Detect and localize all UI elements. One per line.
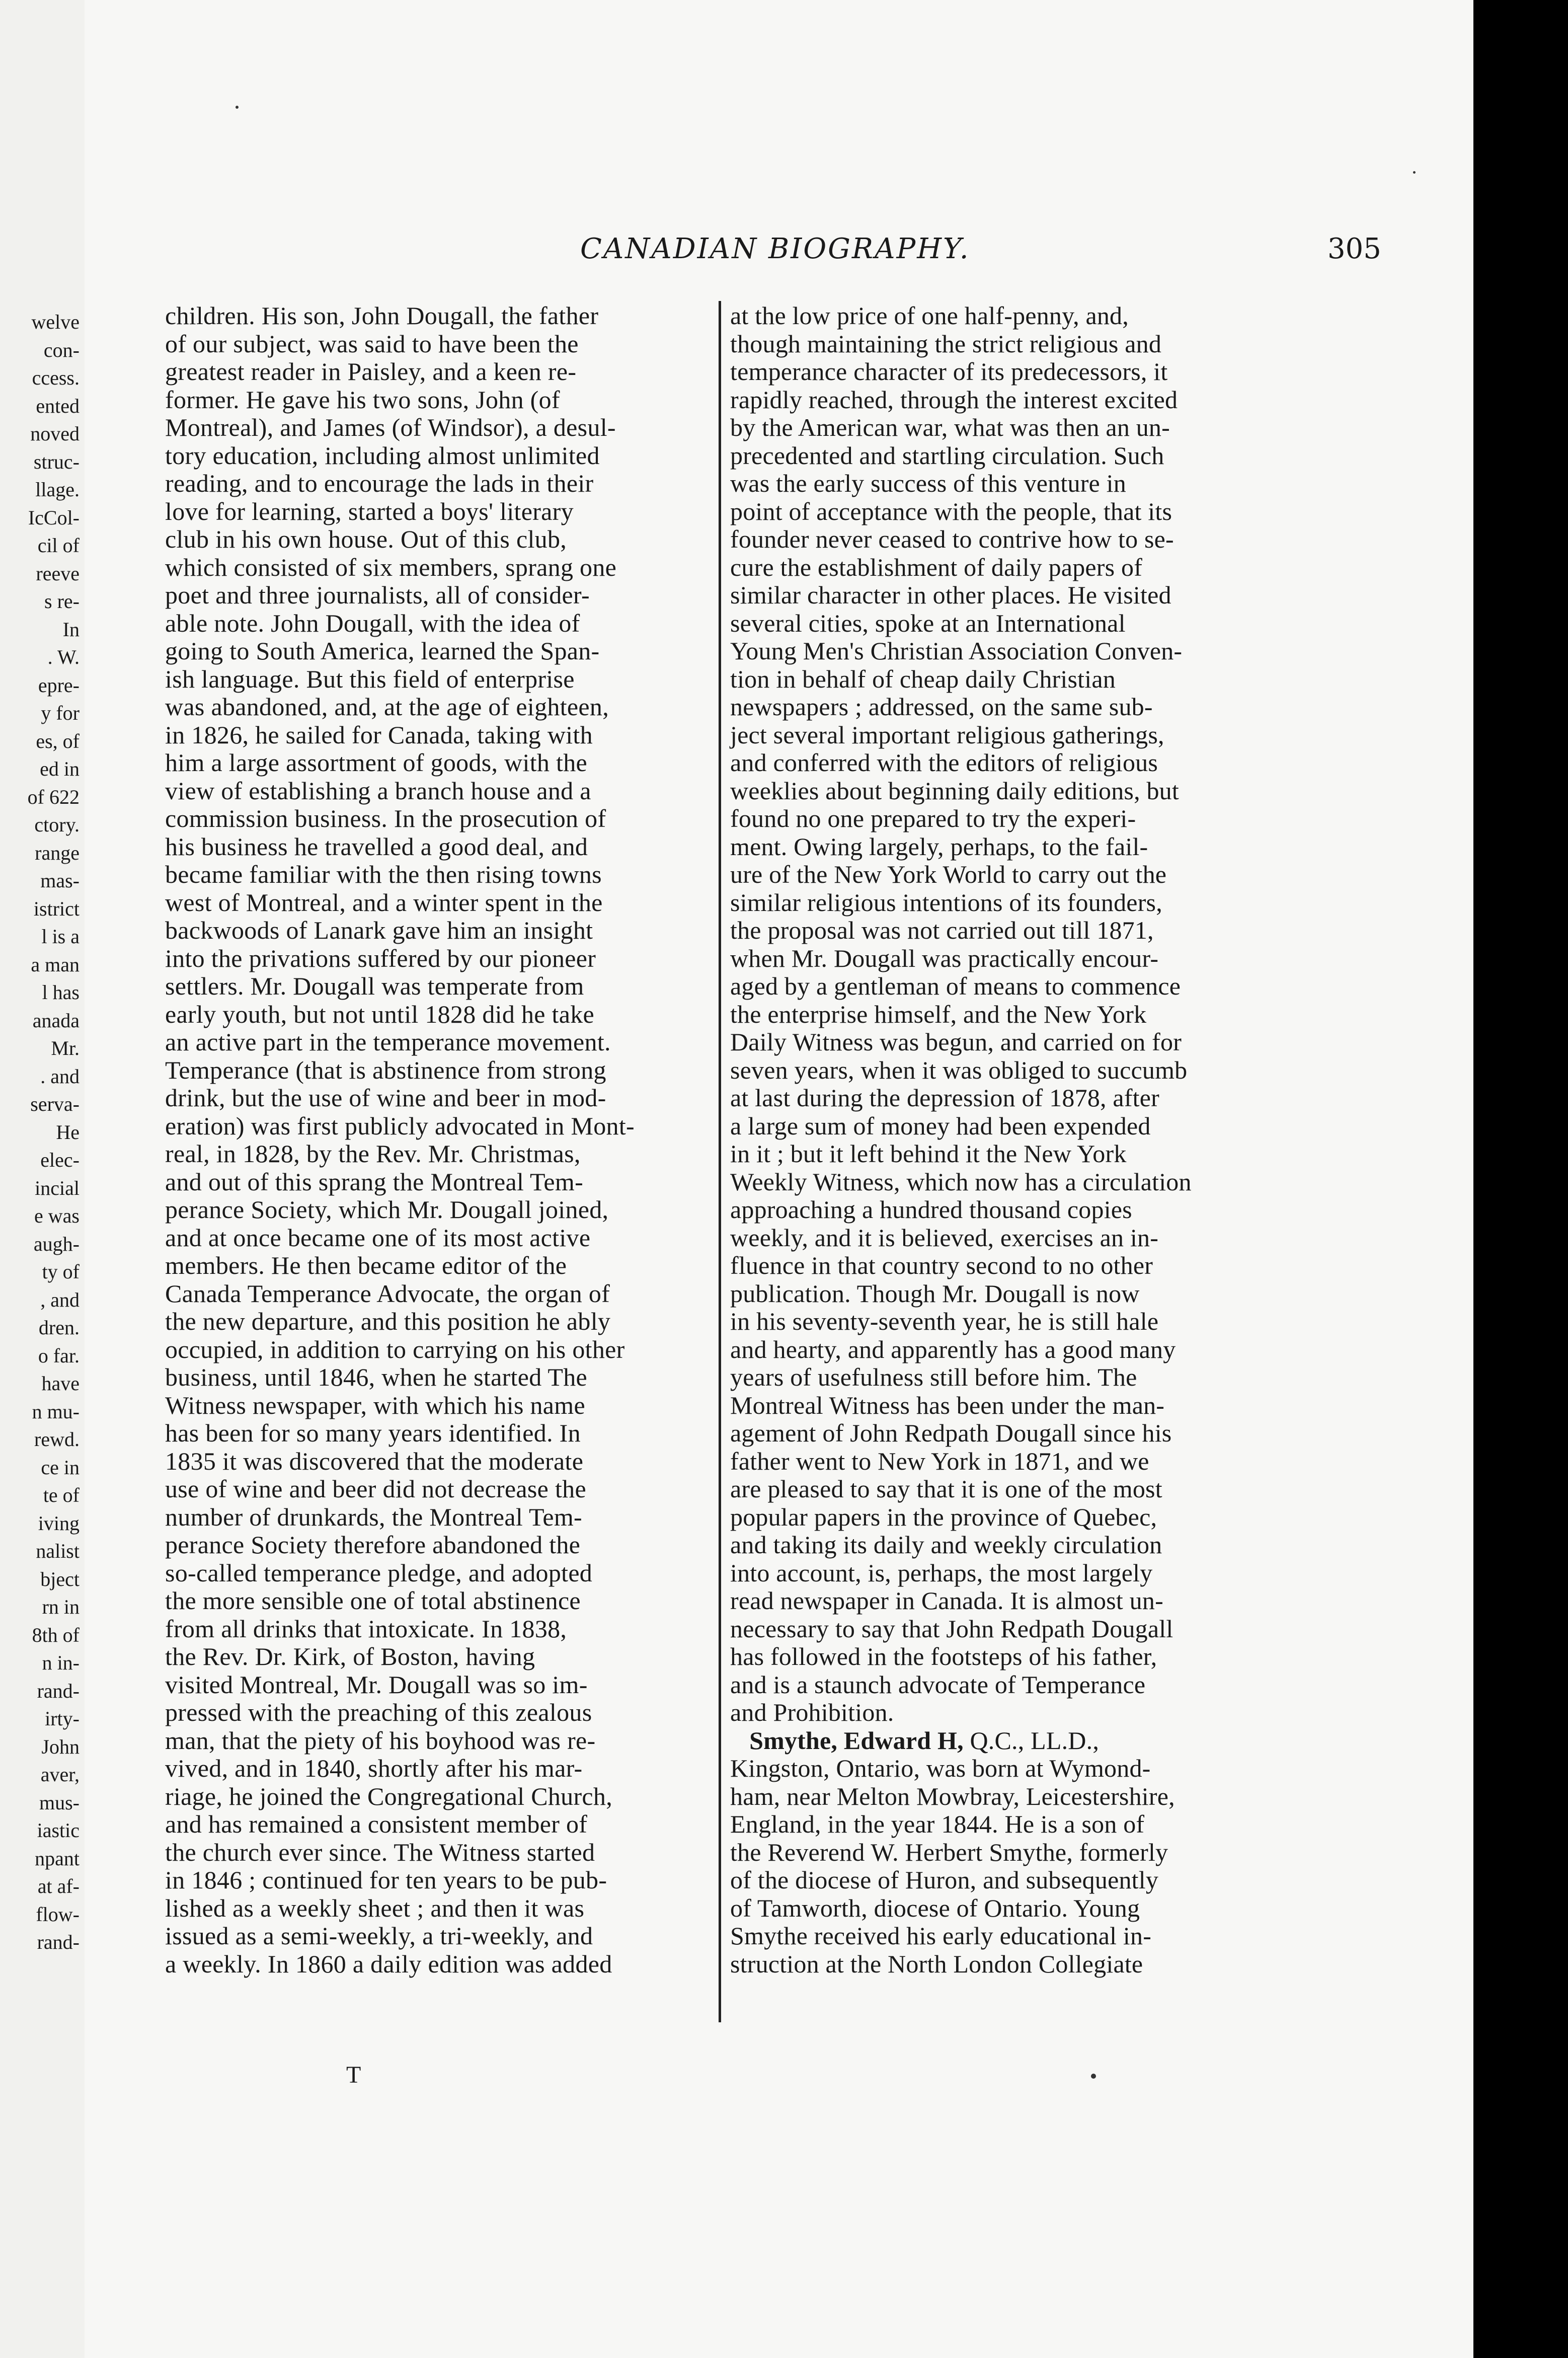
text-line: necessary to say that John Redpath Dougall	[730, 1614, 1173, 1643]
text-line: ure of the New York World to carry out the	[730, 860, 1167, 888]
text-line: when Mr. Dougall was practically encour-	[730, 944, 1159, 972]
text-line: Smythe received his early educational in-	[730, 1922, 1152, 1950]
text-line: was the early success of this venture in	[730, 469, 1126, 497]
previous-page-fragment: rand-	[37, 1679, 80, 1702]
text-line: and conferred with the editors of religious	[730, 748, 1158, 777]
text-line: love for learning, started a boys' literary	[165, 497, 574, 525]
previous-page-fragment: augh-	[33, 1232, 80, 1255]
text-line: occupied, in addition to carrying on his other	[165, 1335, 625, 1363]
text-line: agement of John Redpath Dougall since his	[730, 1419, 1172, 1447]
text-line: the Reverend W. Herbert Smythe, formerly	[730, 1838, 1168, 1866]
previous-page-fragment: irty-	[45, 1707, 80, 1730]
text-line: and out of this sprang the Montreal Tem-	[165, 1167, 584, 1196]
text-line: use of wine and beer did not decrease the	[165, 1475, 586, 1503]
text-line: and hearty, and apparently has a good many	[730, 1335, 1176, 1363]
previous-page-fragment: es, of	[36, 729, 80, 752]
previous-page-fragment: rewd.	[34, 1428, 80, 1451]
previous-page-fragment: ed in	[40, 757, 80, 780]
text-line: reading, and to encourage the lads in their	[165, 469, 594, 497]
text-line: precedented and startling circulation. Such	[730, 441, 1164, 470]
text-line: eration) was first publicly advocated in Mont-	[165, 1111, 635, 1140]
text-line: Weekly Witness, which now has a circulation	[730, 1167, 1192, 1196]
previous-page-fragment: te of	[43, 1484, 80, 1506]
right-column	[730, 302, 1337, 1978]
text-line: England, in the year 1844. He is a son of	[730, 1810, 1145, 1838]
entry-name: Smythe, Edward H,	[730, 1726, 964, 1755]
text-line: similar religious intentions of its founders,	[730, 888, 1162, 917]
text-line: lished as a weekly sheet ; and then it was	[165, 1893, 585, 1922]
previous-page-fragment: have	[41, 1372, 80, 1395]
text-line: at the low price of one half-penny, and,	[730, 301, 1129, 330]
previous-page-fragment: cil of	[37, 534, 80, 557]
previous-page-fragment: mus-	[39, 1791, 80, 1814]
previous-page-fragment: struc-	[33, 450, 80, 473]
text-line: the church ever since. The Witness started	[165, 1838, 595, 1866]
text-line: so-called temperance pledge, and adopted	[165, 1558, 593, 1587]
text-line: settlers. Mr. Dougall was temperate from	[165, 972, 584, 1000]
previous-page-fragment: nalist	[36, 1540, 80, 1562]
previous-page-fragment: epre-	[38, 673, 80, 697]
text-line: west of Montreal, and a winter spent in the	[165, 888, 603, 917]
text-line: became familiar with the then rising towns	[165, 860, 602, 888]
text-line: ish language. But this field of enterprise	[165, 664, 575, 693]
text-line: perance Society therefore abandoned the	[165, 1531, 581, 1559]
text-line: which consisted of six members, sprang one	[165, 553, 617, 581]
text-line: tion in behalf of cheap daily Christian	[730, 664, 1116, 693]
text-line: weeklies about beginning daily editions, but	[730, 776, 1179, 805]
previous-page-fragment: incial	[35, 1176, 80, 1199]
page-number: 305	[1327, 233, 1381, 265]
text-line: founder never ceased to contrive how to se-	[730, 525, 1174, 553]
scan-border	[1473, 0, 1568, 2358]
text-line: going to South America, learned the Span-	[165, 637, 600, 665]
text-line: tory education, including almost unlimited	[165, 441, 600, 470]
text-line: an active part in the temperance movement.	[165, 1028, 611, 1056]
text-line: members. He then became editor of the	[165, 1251, 567, 1279]
text-line: rapidly reached, through the interest excited	[730, 385, 1178, 414]
text-line: seven years, when it was obliged to succumb	[730, 1055, 1188, 1084]
text-line: club in his own house. Out of this club,	[165, 525, 567, 553]
column-divider	[719, 301, 721, 2022]
previous-page-fragment: reeve	[36, 562, 80, 585]
previous-page-fragment: npant	[35, 1847, 80, 1870]
previous-page-fragment: John	[41, 1735, 80, 1758]
text-line: Canada Temperance Advocate, the organ of	[165, 1279, 610, 1308]
previous-page-fragment: s re-	[44, 590, 80, 613]
text-line: man, that the piety of his boyhood was re-	[165, 1726, 596, 1755]
entry-credentials: Q.C., LL.D.,	[963, 1726, 1100, 1755]
text-line: in 1826, he sailed for Canada, taking with	[165, 720, 593, 749]
text-line: in his seventy-seventh year, he is still hale	[730, 1307, 1159, 1335]
text-line: perance Society, which Mr. Dougall joined,	[165, 1195, 609, 1224]
previous-page-fragment: ce in	[41, 1456, 80, 1479]
previous-page-fragment: 8th of	[32, 1623, 80, 1646]
text-line: Temperance (that is abstinence from strong	[165, 1055, 606, 1084]
text-line: of Tamworth, diocese of Ontario. Young	[730, 1893, 1140, 1922]
previous-page-strip	[0, 0, 85, 2358]
text-line: the enterprise himself, and the New York	[730, 1000, 1147, 1028]
text-line: read newspaper in Canada. It is almost un-	[730, 1586, 1163, 1615]
text-line: into account, is, perhaps, the most largely	[730, 1558, 1153, 1587]
text-line: able note. John Dougall, with the idea of	[165, 608, 580, 637]
text-line: Daily Witness was begun, and carried on for	[730, 1028, 1182, 1056]
text-line: and at once became one of its most active	[165, 1223, 591, 1252]
text-line: years of usefulness still before him. The	[730, 1363, 1137, 1391]
text-line: has been for so many years identified. In	[165, 1419, 581, 1447]
previous-page-fragment: y for	[41, 702, 80, 724]
text-line: ject several important religious gatherings,	[730, 720, 1164, 749]
entry-heading-line	[730, 1727, 1337, 1755]
previous-page-fragment: rand-	[37, 1931, 80, 1953]
previous-page-fragment: flow-	[36, 1903, 80, 1926]
text-line: backwoods of Lanark gave him an insight	[165, 916, 593, 944]
previous-page-fragment: iving	[38, 1511, 80, 1535]
previous-page-fragment: Mr.	[51, 1037, 80, 1059]
text-line: point of acceptance with the people, that its	[730, 497, 1172, 525]
text-line: visited Montreal, Mr. Dougall was so im-	[165, 1670, 588, 1699]
text-line: popular papers in the province of Quebec,	[730, 1502, 1157, 1531]
text-line: vived, and in 1840, shortly after his mar-	[165, 1754, 583, 1782]
text-line: number of drunkards, the Montreal Tem-	[165, 1502, 582, 1531]
text-line: business, until 1846, when he started The	[165, 1363, 588, 1391]
text-line: has followed in the footsteps of his father,	[730, 1642, 1157, 1670]
previous-page-fragment: of 622	[27, 785, 80, 808]
text-line: similar character in other places. He visited	[730, 581, 1171, 609]
text-line: of the diocese of Huron, and subsequently	[730, 1866, 1159, 1894]
previous-page-fragment: ented	[36, 394, 80, 417]
text-line: weekly, and it is believed, exercises an in-	[730, 1223, 1159, 1252]
previous-page-fragment: iastic	[37, 1819, 80, 1842]
previous-page-fragment: . and	[40, 1064, 80, 1088]
text-line: Witness newspaper, with which his name	[165, 1391, 585, 1419]
text-line: and is a staunch advocate of Temperance	[730, 1670, 1146, 1699]
running-head: CANADIAN BIOGRAPHY.	[580, 233, 970, 265]
text-line: a large sum of money had been expended	[730, 1111, 1151, 1140]
text-line: children. His son, John Dougall, the father	[165, 301, 599, 330]
previous-page-fragment: . W.	[47, 646, 80, 668]
ink-speck	[1091, 2074, 1096, 2079]
previous-page-fragment: bject	[40, 1567, 80, 1590]
text-line: ment. Owing largely, perhaps, to the fail-	[730, 832, 1148, 861]
previous-page-fragment: con-	[43, 338, 80, 361]
text-line: Montreal Witness has been under the man-	[730, 1391, 1165, 1419]
text-line: view of establishing a branch house and a	[165, 776, 591, 805]
previous-page-fragment: l has	[42, 981, 80, 1004]
text-line: the more sensible one of total abstinence	[165, 1586, 581, 1615]
previous-page-fragment: at af-	[37, 1875, 80, 1897]
text-line: cure the establishment of daily papers of	[730, 553, 1143, 581]
previous-page-fragment: e was	[34, 1204, 80, 1227]
previous-page-fragment: l is a	[41, 925, 80, 948]
previous-page-fragment: rn in	[42, 1595, 80, 1618]
previous-page-fragment: dren.	[38, 1316, 80, 1339]
text-line: poet and three journalists, all of consider-	[165, 581, 590, 609]
text-line: at last during the depression of 1878, after	[730, 1084, 1160, 1112]
text-line: newspapers ; addressed, on the same sub-	[730, 693, 1153, 721]
ink-speck	[236, 106, 239, 109]
text-line: Kingston, Ontario, was born at Wymond-	[730, 1754, 1151, 1782]
text-line: Young Men's Christian Association Conven-	[730, 637, 1183, 665]
text-line: in 1846 ; continued for ten years to be pub-	[165, 1866, 607, 1894]
text-line: several cities, spoke at an International	[730, 608, 1126, 637]
previous-page-fragment: welve	[31, 311, 80, 333]
previous-page-fragment: n mu-	[32, 1400, 80, 1423]
text-line: by the American war, what was then an un-	[730, 413, 1170, 441]
previous-page-fragment: llage.	[35, 478, 80, 501]
text-line: real, in 1828, by the Rev. Mr. Christmas,	[165, 1139, 581, 1168]
previous-page-fragment: elec-	[40, 1149, 80, 1171]
previous-page-fragment: anada	[32, 1009, 80, 1032]
text-line: his business he travelled a good deal, and	[165, 832, 588, 861]
text-line: greatest reader in Paisley, and a keen re-	[165, 357, 577, 386]
text-line: former. He gave his two sons, John (of	[165, 385, 560, 414]
text-line: a weekly. In 1860 a daily edition was added	[165, 1949, 612, 1978]
text-line: of our subject, was said to have been the	[165, 329, 579, 358]
text-line: pressed with the preaching of this zealous	[165, 1698, 592, 1726]
text-line: and has remained a consistent member of	[165, 1810, 588, 1838]
previous-page-fragment: In	[62, 618, 80, 641]
left-column	[165, 302, 754, 1978]
text-line: and taking its daily and weekly circulation	[730, 1531, 1162, 1559]
previous-page-fragment: serva-	[30, 1093, 80, 1115]
previous-page-fragment: mas-	[40, 869, 80, 892]
text-line: publication. Though Mr. Dougall is now	[730, 1279, 1140, 1308]
text-line: into the privations suffered by our pioneer	[165, 944, 596, 972]
previous-page-fragment: istrict	[33, 897, 80, 920]
previous-page-fragment: , and	[40, 1288, 80, 1311]
previous-page-fragment: o far.	[38, 1344, 80, 1367]
previous-page-fragment: ctory.	[34, 813, 80, 836]
text-line: approaching a hundred thousand copies	[730, 1195, 1132, 1224]
previous-page-fragment: range	[35, 841, 80, 864]
text-line: ham, near Melton Mowbray, Leicestershire,	[730, 1782, 1175, 1810]
text-line: though maintaining the strict religious and	[730, 329, 1162, 358]
text-line: are pleased to say that it is one of the most	[730, 1475, 1162, 1503]
previous-page-fragment: a man	[31, 953, 80, 976]
text-line: the proposal was not carried out till 1871,	[730, 916, 1154, 944]
previous-page-fragment: ty of	[42, 1260, 80, 1283]
text-line: early youth, but not until 1828 did he take	[165, 1000, 595, 1028]
text-line: drink, but the use of wine and beer in mod-	[165, 1084, 606, 1112]
text-line: the new departure, and this position he ably	[165, 1307, 611, 1335]
previous-page-fragment: IcCol-	[28, 506, 80, 529]
text-line: found no one prepared to try the experi-	[730, 804, 1136, 832]
previous-page-fragment: ccess.	[32, 366, 80, 389]
text-line: and Prohibition.	[730, 1698, 894, 1726]
previous-page-fragment: He	[56, 1120, 80, 1144]
text-line: fluence in that country second to no other	[730, 1251, 1153, 1279]
text-line: Montreal), and James (of Windsor), a desul-	[165, 413, 616, 441]
text-line: the Rev. Dr. Kirk, of Boston, having	[165, 1642, 535, 1670]
previous-page-fragment: aver,	[40, 1763, 80, 1786]
text-line: in it ; but it left behind it the New York	[730, 1139, 1127, 1168]
text-line: father went to New York in 1871, and we	[730, 1447, 1149, 1475]
previous-page-fragment: noved	[30, 422, 80, 445]
book-page	[85, 0, 1473, 2358]
text-line: issued as a semi-weekly, a tri-weekly, and	[165, 1922, 593, 1950]
signature-mark: T	[346, 2062, 361, 2088]
text-line: from all drinks that intoxicate. In 1838,	[165, 1614, 567, 1643]
text-line: aged by a gentleman of means to commence	[730, 972, 1181, 1000]
previous-page-fragment: n in-	[42, 1651, 80, 1674]
text-line: commission business. In the prosecution of	[165, 804, 606, 832]
text-line: 1835 it was discovered that the moderate	[165, 1447, 584, 1475]
text-line: temperance character of its predecessors, it	[730, 357, 1168, 386]
text-line: was abandoned, and, at the age of eighteen,	[165, 693, 609, 721]
ink-speck	[1413, 171, 1416, 174]
text-line: struction at the North London Collegiate	[730, 1949, 1143, 1978]
text-line: riage, he joined the Congregational Church,	[165, 1782, 613, 1810]
text-line: him a large assortment of goods, with the	[165, 748, 588, 777]
